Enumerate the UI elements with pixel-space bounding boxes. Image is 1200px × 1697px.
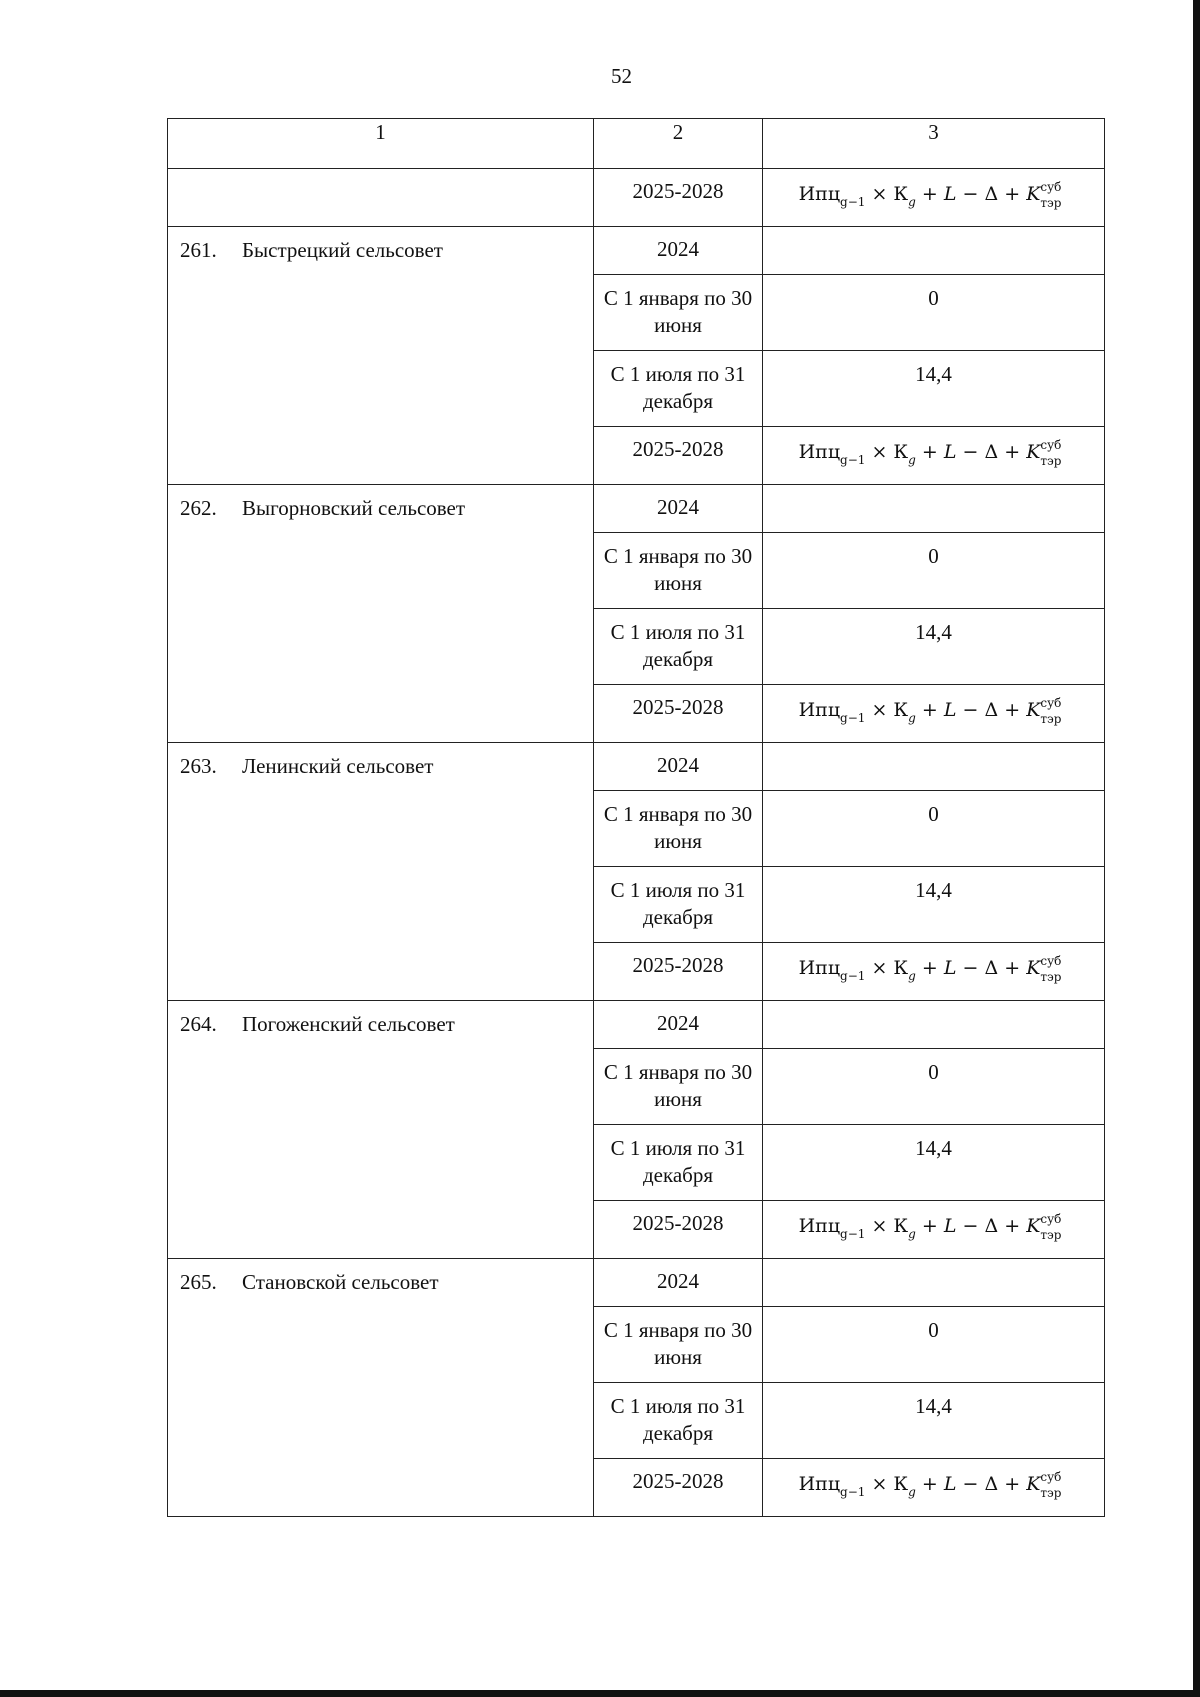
formula-plus: +: [998, 441, 1027, 463]
period-text: С 1 января по 30 июня: [603, 802, 753, 853]
formula-plus: +: [915, 183, 944, 205]
formula-delta: Δ: [984, 957, 999, 979]
formula-l: L: [943, 183, 957, 205]
formula-kter: K: [1026, 957, 1041, 979]
period-text: С 1 января по 30 июня: [603, 544, 753, 595]
formula-times: ×: [865, 183, 894, 205]
header-col-2: 2: [594, 119, 763, 169]
page-number: 52: [611, 64, 632, 88]
formula-kter-sub: тэр: [1040, 970, 1062, 984]
formula-minus: −: [956, 183, 985, 205]
period-text: 2025-2028: [632, 1469, 724, 1493]
period-cell: [594, 1383, 763, 1459]
formula-kter-sup: суб: [1040, 438, 1062, 452]
formula-kter-sub: тэр: [1040, 712, 1062, 726]
settlement-name: Выгорновский сельсовет: [242, 496, 466, 520]
formula-k: К: [893, 1473, 909, 1495]
formula-expression: [763, 169, 1104, 210]
formula-kter-scripts: [1040, 438, 1068, 468]
formula-kter-sup: суб: [1040, 1212, 1062, 1226]
formula-kter-sub: тэр: [1040, 1228, 1062, 1242]
formula-k-sub: g: [908, 711, 916, 725]
period-text: 2025-2028: [632, 695, 724, 719]
formula-plus: +: [998, 1215, 1027, 1237]
formula-base: Ипц: [798, 957, 841, 979]
scan-edge-right: [1193, 0, 1200, 1697]
formula-kter-sup: суб: [1040, 954, 1062, 968]
period-text: 2025-2028: [632, 1211, 724, 1235]
formula-base-sub: g−1: [840, 969, 866, 983]
table-row: [168, 1001, 1105, 1049]
header-col-1: 1: [168, 119, 594, 169]
formula-plus: +: [998, 957, 1027, 979]
formula-expression: [763, 685, 1104, 726]
value-cell: [763, 609, 1105, 685]
formula-plus: +: [915, 699, 944, 721]
table-row: [168, 169, 1105, 227]
formula-cell: [763, 1459, 1105, 1517]
formula-plus: +: [998, 699, 1027, 721]
value-cell: [763, 1049, 1105, 1125]
formula-minus: −: [956, 1473, 985, 1495]
period-cell: [594, 1201, 763, 1259]
period-cell: [594, 351, 763, 427]
period-text: 2024: [657, 495, 699, 519]
period-cell: [594, 485, 763, 533]
formula-k: К: [893, 957, 909, 979]
formula-kter-sub: тэр: [1040, 454, 1062, 468]
period-text: 2024: [657, 1269, 699, 1293]
period-text: С 1 июля по 31 декабря: [610, 878, 746, 929]
formula-base: Ипц: [798, 1215, 841, 1237]
formula-plus: +: [915, 1473, 944, 1495]
formula-k-sub: g: [908, 195, 916, 209]
table-row: [168, 485, 1105, 533]
formula-cell: [763, 169, 1105, 227]
formula-l: L: [943, 441, 957, 463]
value-text: 0: [928, 286, 939, 310]
table-row: [168, 743, 1105, 791]
formula-delta: Δ: [984, 1473, 999, 1495]
value-cell: [763, 227, 1105, 275]
value-cell: [763, 1001, 1105, 1049]
formula-expression: [763, 1201, 1104, 1242]
formula-cell: [763, 1201, 1105, 1259]
formula-kter-sub: тэр: [1040, 1486, 1062, 1500]
formula-base: Ипц: [798, 183, 841, 205]
period-text: 2024: [657, 1011, 699, 1035]
period-text: 2025-2028: [632, 437, 724, 461]
formula-delta: Δ: [984, 183, 999, 205]
settlement-name: Становской сельсовет: [242, 1270, 439, 1294]
value-cell: [763, 1259, 1105, 1307]
formula-l: L: [943, 1215, 957, 1237]
formula-kter: K: [1026, 699, 1041, 721]
period-cell: [594, 533, 763, 609]
period-text: 2025-2028: [632, 953, 724, 977]
period-text: С 1 января по 30 июня: [603, 1318, 753, 1369]
formula-kter-scripts: [1040, 1212, 1068, 1242]
formula-plus: +: [915, 1215, 944, 1237]
row-number: 265.: [180, 1270, 217, 1294]
value-text: 14,4: [915, 1136, 952, 1160]
value-text: 0: [928, 1060, 939, 1084]
formula-delta: Δ: [984, 1215, 999, 1237]
period-text: С 1 июля по 31 декабря: [610, 620, 746, 671]
formula-kter: K: [1026, 183, 1041, 205]
settlement-name: Ленинский сельсовет: [242, 754, 434, 778]
formula-base-sub: g−1: [840, 453, 866, 467]
header-row: [168, 119, 1105, 169]
formula-kter: K: [1026, 1473, 1041, 1495]
value-text: 14,4: [915, 1394, 952, 1418]
formula-kter-sub: тэр: [1040, 196, 1062, 210]
formula-k: К: [893, 183, 909, 205]
settlement-name: Быстрецкий сельсовет: [242, 238, 443, 262]
value-text: 0: [928, 1318, 939, 1342]
period-cell: [594, 743, 763, 791]
formula-kter-scripts: [1040, 180, 1068, 210]
formula-minus: −: [956, 1215, 985, 1237]
formula-plus: +: [998, 183, 1027, 205]
period-cell: [594, 1001, 763, 1049]
period-cell: [594, 685, 763, 743]
formula-times: ×: [865, 957, 894, 979]
formula-plus: +: [915, 441, 944, 463]
formula-base: Ипц: [798, 441, 841, 463]
settlement-name-cell: [168, 1259, 594, 1517]
value-text: 0: [928, 544, 939, 568]
formula-base-sub: g−1: [840, 195, 866, 209]
period-cell: [594, 791, 763, 867]
period-cell: [594, 275, 763, 351]
settlement-name-cell: [168, 743, 594, 1001]
formula-k: К: [893, 441, 909, 463]
formula-cell: [763, 685, 1105, 743]
settlement-name-cell: [168, 485, 594, 743]
value-cell: [763, 351, 1105, 427]
period-cell: [594, 1125, 763, 1201]
formula-minus: −: [956, 699, 985, 721]
formula-l: L: [943, 957, 957, 979]
settlement-name-cell: [168, 227, 594, 485]
formula-kter: K: [1026, 441, 1041, 463]
formula-kter-sup: суб: [1040, 1470, 1062, 1484]
period-cell: [594, 943, 763, 1001]
period-cell: [594, 609, 763, 685]
row-number: 262.: [180, 496, 217, 520]
formula-delta: Δ: [984, 699, 999, 721]
row-number: 263.: [180, 754, 217, 778]
formula-times: ×: [865, 441, 894, 463]
period-cell: [594, 1049, 763, 1125]
value-cell: [763, 533, 1105, 609]
period-cell: [594, 867, 763, 943]
period-text: С 1 июля по 31 декабря: [610, 1394, 746, 1445]
formula-expression: [763, 1459, 1104, 1500]
value-cell: [763, 485, 1105, 533]
formula-kter-scripts: [1040, 1470, 1068, 1500]
formula-base-sub: g−1: [840, 1485, 866, 1499]
formula-plus: +: [915, 957, 944, 979]
row-number: 264.: [180, 1012, 217, 1036]
value-cell: [763, 1125, 1105, 1201]
formula-base: Ипц: [798, 699, 841, 721]
formula-minus: −: [956, 957, 985, 979]
row-number: 261.: [180, 238, 217, 262]
formula-k-sub: g: [908, 1485, 916, 1499]
formula-delta: Δ: [984, 441, 999, 463]
formula-expression: [763, 427, 1104, 468]
period-cell: [594, 427, 763, 485]
period-text: С 1 января по 30 июня: [603, 286, 753, 337]
formula-kter-sup: суб: [1040, 696, 1062, 710]
period-text: С 1 июля по 31 декабря: [610, 362, 746, 413]
formula-kter: K: [1026, 1215, 1041, 1237]
period-cell: [594, 169, 763, 227]
name-cell-empty: [168, 169, 594, 227]
formula-kter-sup: суб: [1040, 180, 1062, 194]
value-cell: [763, 867, 1105, 943]
period-text: С 1 июля по 31 декабря: [610, 1136, 746, 1187]
formula-times: ×: [865, 1473, 894, 1495]
scan-edge-bottom: [0, 1690, 1200, 1697]
formula-k: К: [893, 1215, 909, 1237]
formula-times: ×: [865, 1215, 894, 1237]
header-col-3: 3: [763, 119, 1105, 169]
settlement-name: Погоженский сельсовет: [242, 1012, 455, 1036]
formula-k-sub: g: [908, 453, 916, 467]
formula-k-sub: g: [908, 969, 916, 983]
formula-plus: +: [998, 1473, 1027, 1495]
formula-base-sub: g−1: [840, 1227, 866, 1241]
value-text: 0: [928, 802, 939, 826]
value-cell: [763, 791, 1105, 867]
period-cell: [594, 1259, 763, 1307]
formula-l: L: [943, 1473, 957, 1495]
value-cell: [763, 1383, 1105, 1459]
formula-minus: −: [956, 441, 985, 463]
value-cell: [763, 1307, 1105, 1383]
value-cell: [763, 743, 1105, 791]
formula-l: L: [943, 699, 957, 721]
value-text: 14,4: [915, 878, 952, 902]
formula-cell: [763, 943, 1105, 1001]
period-text: С 1 января по 30 июня: [603, 1060, 753, 1111]
table-row: [168, 1259, 1105, 1307]
period-text: 2024: [657, 753, 699, 777]
formula-times: ×: [865, 699, 894, 721]
settlement-name-cell: [168, 1001, 594, 1259]
formula-cell: [763, 427, 1105, 485]
value-text: 14,4: [915, 620, 952, 644]
formula-kter-scripts: [1040, 696, 1068, 726]
formula-expression: [763, 943, 1104, 984]
formula-k: К: [893, 699, 909, 721]
period-cell: [594, 227, 763, 275]
period-text: 2025-2028: [632, 179, 724, 203]
value-text: 14,4: [915, 362, 952, 386]
tariff-table: [167, 118, 1105, 1517]
formula-base-sub: g−1: [840, 711, 866, 725]
table-row: [168, 227, 1105, 275]
period-cell: [594, 1307, 763, 1383]
formula-k-sub: g: [908, 1227, 916, 1241]
formula-base: Ипц: [798, 1473, 841, 1495]
period-text: 2024: [657, 237, 699, 261]
period-cell: [594, 1459, 763, 1517]
value-cell: [763, 275, 1105, 351]
formula-kter-scripts: [1040, 954, 1068, 984]
